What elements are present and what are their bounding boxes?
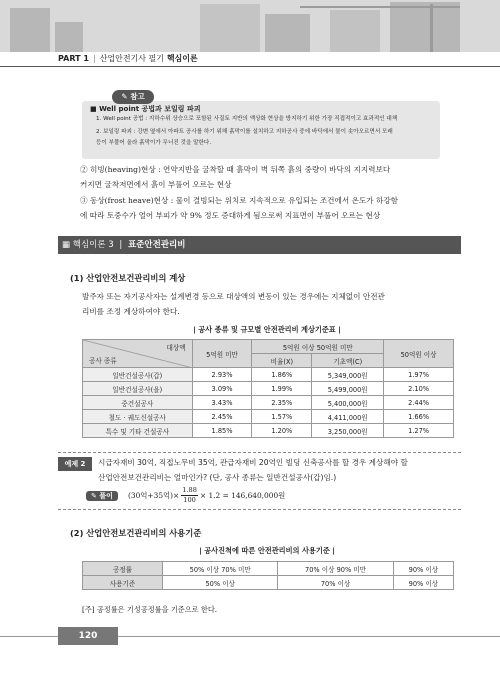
sub-heading-1: (1) 산업안전보건관리비의 계상 bbox=[70, 273, 186, 283]
para-line: 리비를 조정 계상하여야 한다. bbox=[82, 307, 180, 316]
cost-table bbox=[82, 339, 454, 438]
section-banner: ▦ 핵심이론 3 | 표준안전관리비 bbox=[58, 236, 461, 254]
item-heaving: ② 히빙(heaving)현상 : 연약지반을 굴착할 때 흙막이 벽 뒤쪽 흙의 중량이 바닥의 지지력보다 bbox=[80, 165, 391, 174]
table-row: 특수 및 기타 건설공사 1.85% 1.20% 3,250,000원 1.27% bbox=[83, 424, 454, 438]
running-header: PART 1 | 산업안전기사 필기 핵심이론 bbox=[0, 52, 500, 67]
banner-tag: 핵심이론 3 bbox=[72, 240, 114, 250]
item-frost-cont: 에 따라 토중수가 얼어 부피가 약 9% 정도 증대하게 됨으로써 지표면이 부풀어 오르는 현상 bbox=[80, 211, 381, 220]
answer-tag: ✎ 풀이 bbox=[86, 491, 118, 501]
answer-formula: (30억+35억)× $\frac{1.88}{100}$ × 1.2 = 146,640,000원 bbox=[128, 486, 286, 504]
table-row: 철도 · 궤도신설공사 2.45% 1.57% 4,411,000원 1.66% bbox=[83, 410, 454, 424]
header-illustration bbox=[0, 0, 500, 52]
example-question: 시급자재비 30억, 직접노무비 35억, 관급자재비 20억인 빌딩 신축공사를 할 경우 계상해야 할 bbox=[98, 458, 408, 467]
table-row: 일반건설공사(을) 3.09% 1.99% 5,499,000원 2.10% bbox=[83, 382, 454, 396]
note-box bbox=[82, 101, 440, 159]
table-row: 일반건설공사(갑) 2.93% 1.86% 5,349,000원 1.97% bbox=[83, 368, 454, 382]
example-question: 산업안전보건관리비는 얼마인가? (단, 공사 종류는 일반건설공사(갑)임.) bbox=[98, 473, 337, 482]
note-line: 1. Well point 공법 : 지하수위 상승으로 포함된 사질토 지반의 액상화 현상을 방지하기 위한 가장 직접적이고 효과적인 대책 bbox=[96, 116, 398, 122]
banner-icon: ▦ bbox=[62, 240, 73, 250]
header-section: 핵심이론 bbox=[166, 54, 198, 63]
page-number: 120 bbox=[58, 627, 118, 645]
pen-icon: ✎ bbox=[91, 492, 100, 500]
usage-table bbox=[82, 561, 454, 590]
note-title: Well point 공법과 보일링 파괴 bbox=[99, 105, 201, 113]
table-row: 공정률 50% 이상 70% 미만 70% 이상 90% 미만 90% 이상 bbox=[83, 562, 454, 576]
table-row: 중건설공사 3.43% 2.35% 5,400,000원 2.44% bbox=[83, 396, 454, 410]
example-tag: 예제 2 bbox=[58, 457, 92, 471]
note-tab: ✎ 참고 bbox=[112, 90, 154, 104]
item-frost: ③ 동상(frost heave)현상 : 물이 결빙되는 위치로 지속적으로 유입되는 조건에서 온도가 하강함 bbox=[80, 196, 399, 205]
para-line: 발주자 또는 자기공사자는 설계변경 등으로 대상액의 변동이 있는 경우에는 지체없이 안전관 bbox=[82, 292, 385, 301]
table-footnote: [주] 공정률은 기성공정률을 기준으로 한다. bbox=[82, 605, 218, 614]
table-row: 사용기준 50% 이상 70% 이상 90% 이상 bbox=[83, 576, 454, 590]
banner-title: 표준안전관리비 bbox=[127, 240, 186, 250]
pencil-icon: ✎ bbox=[121, 92, 131, 101]
item-heaving-cont: 커지면 굴착저면에서 흙이 부풀어 오르는 현상 bbox=[80, 180, 232, 189]
col-subheader: 비율(X) bbox=[252, 354, 312, 368]
col-header: 50억원 이상 bbox=[384, 340, 454, 368]
note-line: 등이 부풀어 올라 흙막이가 무너진 것을 말한다. bbox=[96, 140, 212, 146]
table-corner-cell: 대상액 공사 종류 bbox=[83, 340, 193, 368]
header-part: PART 1 bbox=[58, 54, 89, 63]
sub-heading-2: (2) 산업안전보건관리비의 사용기준 bbox=[70, 528, 202, 538]
bullet-icon: ■ bbox=[90, 105, 97, 113]
table2-caption: | 공사진척에 따른 안전관리비의 사용기준 | bbox=[199, 546, 335, 555]
col-header: 5억원 이상 50억원 미만 bbox=[252, 340, 384, 354]
col-header: 5억원 미만 bbox=[192, 340, 252, 368]
col-subheader: 기초액(C) bbox=[312, 354, 384, 368]
header-book: 산업안전기사 필기 bbox=[99, 54, 165, 63]
table1-caption: | 공사 종류 및 규모별 안전관리비 계상기준표 | bbox=[193, 325, 341, 334]
note-line: 2. 보일링 파괴 : 강변 옆에서 아파트 공사를 하기 위해 흙막이를 설치하고 지하공사 중에 바닥에서 물이 솟아오르면서 모래 bbox=[96, 129, 393, 135]
